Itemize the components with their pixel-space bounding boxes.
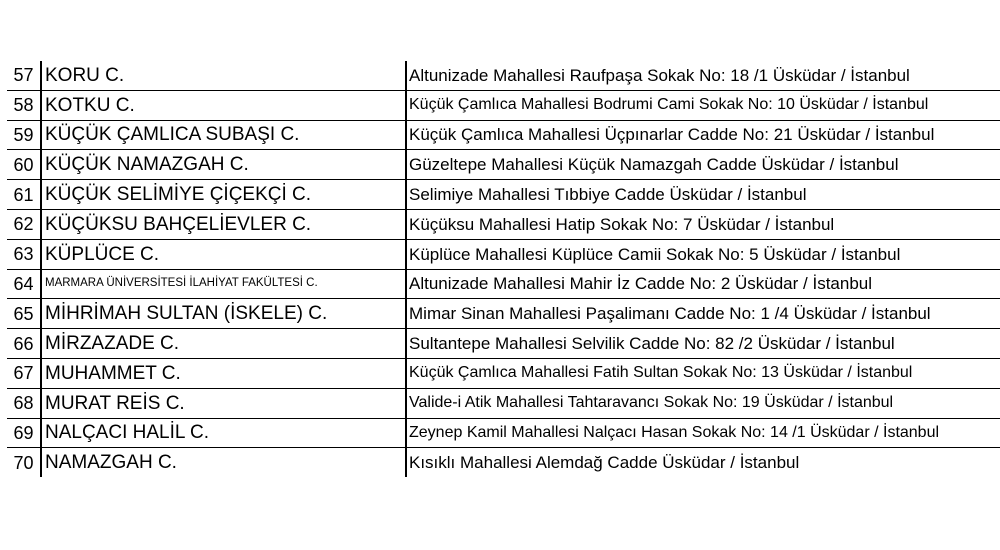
row-number: 58 (13, 95, 34, 116)
mosque-address: Kısıklı Mahallesi Alemdağ Cadde Üsküdar / İstanbul (406, 448, 1000, 477)
row-number: 70 (13, 452, 34, 473)
mosque-address: Küplüce Mahallesi Küplüce Camii Sokak No: 5 Üsküdar / İstanbul (406, 239, 1000, 269)
row-number: 59 (13, 124, 34, 145)
mosque-address: Küçüksu Mahallesi Hatip Sokak No: 7 Üsküdar / İstanbul (406, 209, 1000, 239)
mosque-name: NALÇACI HALİL C. (41, 418, 406, 448)
table-row (7, 90, 1000, 120)
row-number: 57 (13, 65, 34, 86)
mosque-name: MARMARA ÜNİVERSİTESİ İLAHİYAT FAKÜLTESİ C. (41, 269, 406, 299)
mosque-address: Valide-i Atik Mahallesi Tahtaravancı Sokak No: 19 Üsküdar / İstanbul (406, 388, 1000, 418)
mosque-name: MİHRİMAH SULTAN (İSKELE) C. (41, 299, 406, 329)
table-row (7, 388, 1000, 418)
table-row (7, 448, 1000, 477)
row-number: 62 (13, 214, 34, 235)
row-number: 64 (13, 273, 34, 294)
mosque-name: MURAT REİS C. (41, 388, 406, 418)
mosque-address: Küçük Çamlıca Mahallesi Bodrumi Cami Sokak No: 10 Üsküdar / İstanbul (406, 90, 1000, 120)
mosque-address: Küçük Çamlıca Mahallesi Üçpınarlar Cadde No: 21 Üsküdar / İstanbul (406, 120, 1000, 150)
mosque-name: KOTKU C. (41, 90, 406, 120)
table-body (7, 61, 1000, 477)
table-row (7, 299, 1000, 329)
mosque-name: KORU C. (41, 61, 406, 90)
mosque-address: Güzeltepe Mahallesi Küçük Namazgah Cadde Üsküdar / İstanbul (406, 150, 1000, 180)
row-number: 69 (13, 422, 34, 443)
table-row (7, 269, 1000, 299)
table-row (7, 150, 1000, 180)
mosque-name: KÜÇÜK ÇAMLICA SUBAŞI C. (41, 120, 406, 150)
row-number: 68 (13, 393, 34, 414)
table-row (7, 358, 1000, 388)
mosque-address: Mimar Sinan Mahallesi Paşalimanı Cadde No: 1 /4 Üsküdar / İstanbul (406, 299, 1000, 329)
mosque-name: MİRZAZADE C. (41, 329, 406, 359)
mosque-address: Altunizade Mahallesi Mahir İz Cadde No: 2 Üsküdar / İstanbul (406, 269, 1000, 299)
table-row (7, 209, 1000, 239)
row-number: 65 (13, 303, 34, 324)
row-number: 60 (13, 154, 34, 175)
mosque-address: Küçük Çamlıca Mahallesi Fatih Sultan Sokak No: 13 Üsküdar / İstanbul (406, 358, 1000, 388)
mosque-name: MUHAMMET C. (41, 358, 406, 388)
mosque-name: NAMAZGAH C. (41, 448, 406, 477)
table-row (7, 120, 1000, 150)
mosque-address-table (7, 61, 997, 477)
table-row (7, 329, 1000, 359)
table-row (7, 61, 1000, 90)
table-row (7, 418, 1000, 448)
table-row (7, 180, 1000, 210)
table-row (7, 239, 1000, 269)
address-table (7, 61, 1000, 477)
row-number: 66 (13, 333, 34, 354)
mosque-name: KÜÇÜK NAMAZGAH C. (41, 150, 406, 180)
mosque-address: Selimiye Mahallesi Tıbbiye Cadde Üsküdar / İstanbul (406, 180, 1000, 210)
mosque-name: KÜPLÜCE C. (41, 239, 406, 269)
row-number: 67 (13, 363, 34, 384)
mosque-address: Zeynep Kamil Mahallesi Nalçacı Hasan Sokak No: 14 /1 Üsküdar / İstanbul (406, 418, 1000, 448)
mosque-address: Sultantepe Mahallesi Selvilik Cadde No: 82 /2 Üsküdar / İstanbul (406, 329, 1000, 359)
mosque-address: Altunizade Mahallesi Raufpaşa Sokak No: 18 /1 Üsküdar / İstanbul (406, 61, 1000, 90)
mosque-name: KÜÇÜKSU BAHÇELİEVLER C. (41, 209, 406, 239)
mosque-name: KÜÇÜK SELİMİYE ÇİÇEKÇİ C. (41, 180, 406, 210)
row-number: 61 (13, 184, 34, 205)
row-number: 63 (13, 244, 34, 265)
